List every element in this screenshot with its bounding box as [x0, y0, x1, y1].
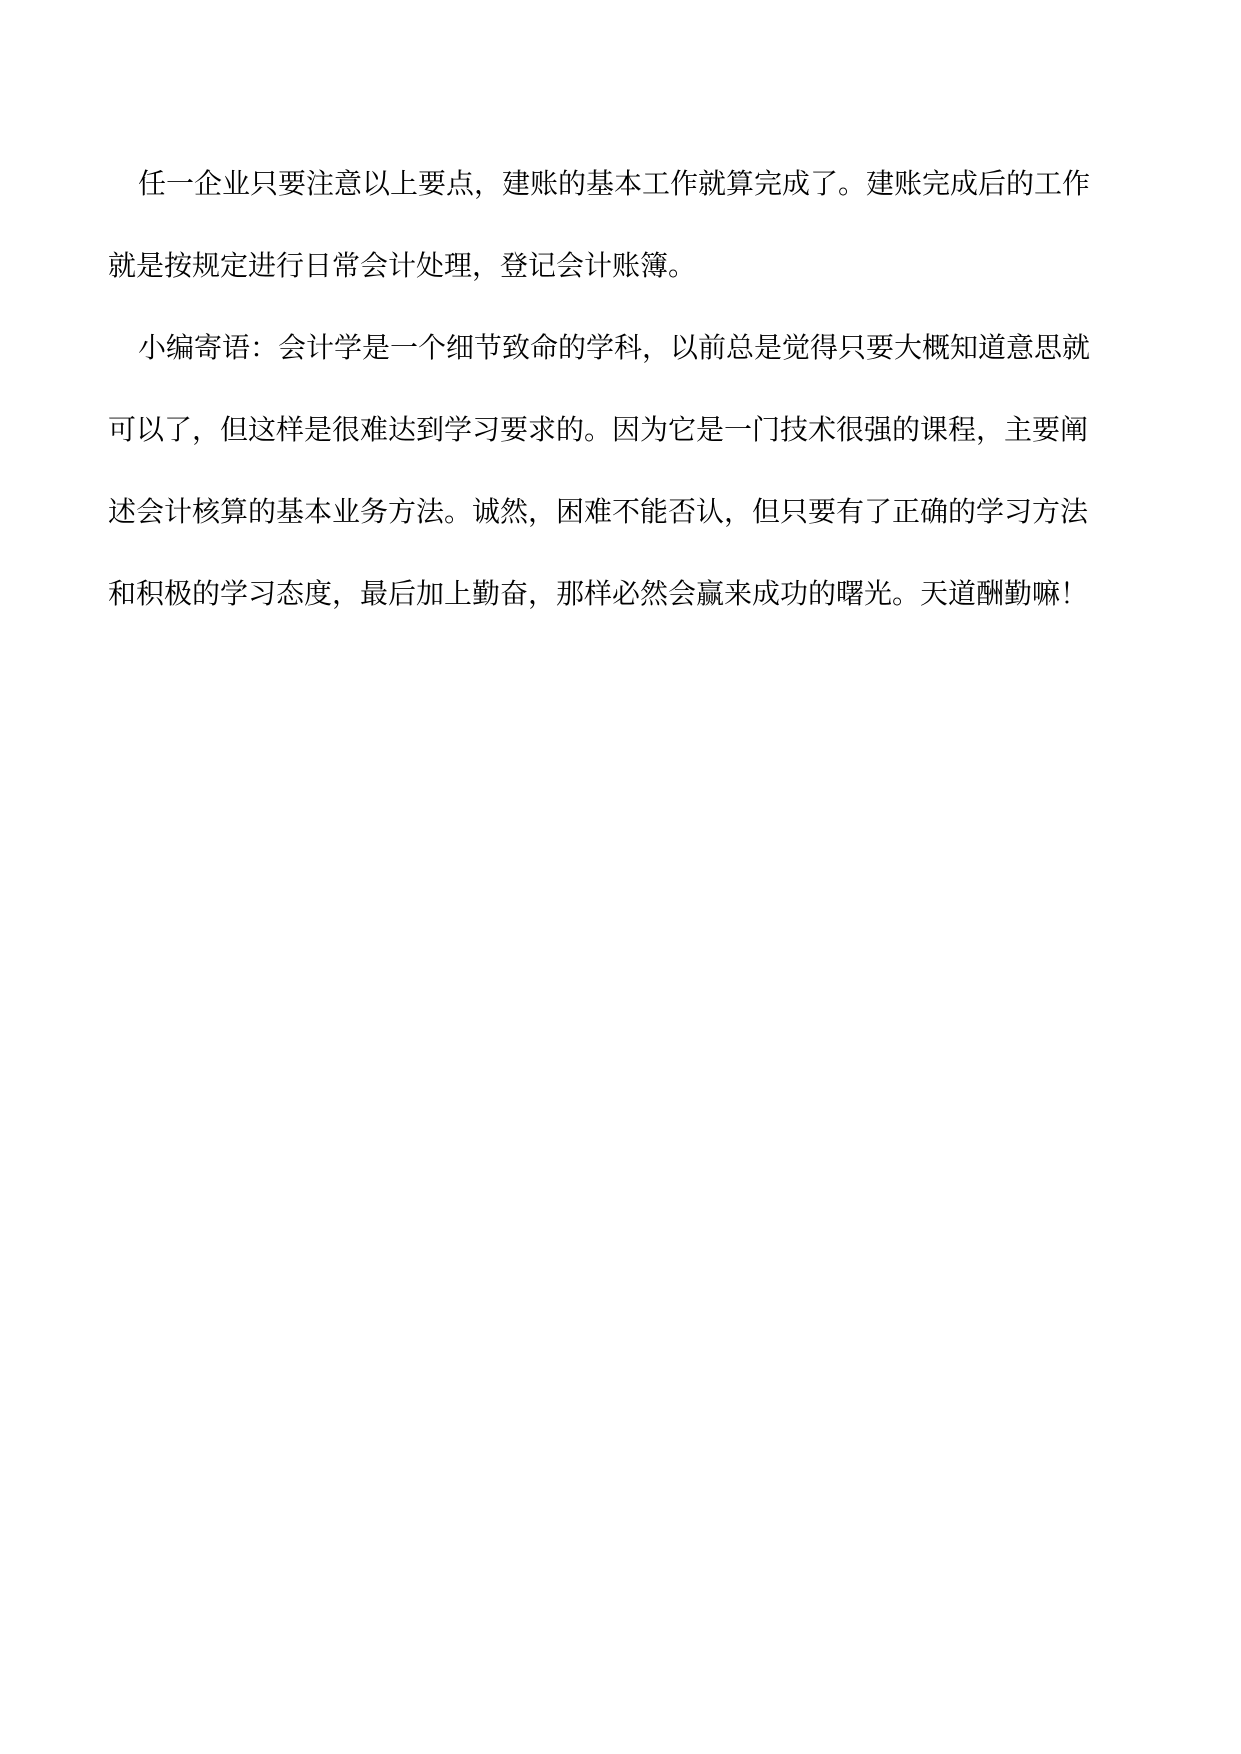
paragraph-line: 就是按规定进行日常会计处理，登记会计账簿。 [108, 249, 697, 282]
paragraph-line: 述会计核算的基本业务方法。诚然，困难不能否认，但只要有了正确的学习方法 [108, 495, 1089, 528]
paragraph-line: 小编寄语：会计学是一个细节致命的学科，以前总是觉得只要大概知道意思就 [138, 331, 1091, 364]
paragraph-line: 任一企业只要注意以上要点，建账的基本工作就算完成了。建账完成后的工作 [138, 167, 1091, 200]
paragraph-line: 和积极的学习态度，最后加上勤奋，那样必然会赢来成功的曙光。天道酬勤嘛！ [108, 577, 1089, 610]
document-body [108, 160, 1140, 652]
paragraph-line: 可以了，但这样是很难达到学习要求的。因为它是一门技术很强的课程，主要阐 [108, 413, 1089, 446]
paragraph-1 [108, 160, 1140, 324]
paragraph-2 [108, 324, 1140, 652]
